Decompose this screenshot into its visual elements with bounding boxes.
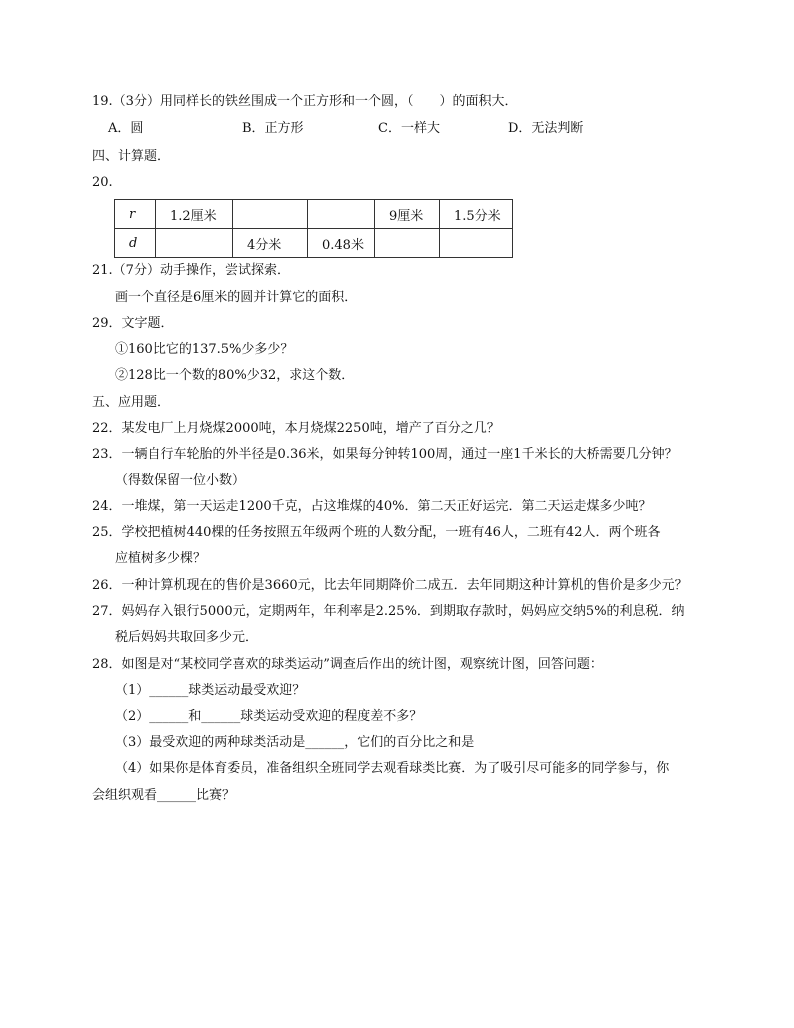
q28-item-1: （1）______球类运动最受欢迎？: [115, 683, 306, 698]
q28-text: 28．如图是对“某校同学喜欢的球类运动”调查后作出的统计图，观察统计图，回答问题：: [92, 657, 603, 672]
q22-text: 22．某发电厂上月烧煤2000吨，本月烧煤2250吨，增产了百分之几？: [92, 421, 500, 436]
q27-line-2: 税后妈妈共取回多少元．: [115, 630, 259, 645]
q28-item-4-cont: 会组织观看______比赛？: [92, 788, 236, 803]
section-5-heading: 五、应用题．: [92, 395, 171, 410]
q23-line-2: （得数保留一位小数）: [115, 473, 246, 488]
table-row: [115, 229, 513, 258]
q19-option-b: B．正方形: [242, 121, 304, 136]
q27-line-1: 27．妈妈存入银行5000元，定期两年，年利率是2.25%．到期取存款时，妈妈应交纳5%的利息税．纳: [92, 604, 685, 619]
table-row: [115, 200, 513, 229]
q19-option-d: D．无法判断: [508, 121, 584, 136]
table-cell: 0.48米: [308, 229, 375, 258]
q29-item-2: ②128比一个数的80%少32，求这个数．: [115, 368, 355, 383]
q24-text: 24．一堆煤，第一天运走1200千克，占这堆煤的40%．第二天正好运完．第二天运走煤多少吨？: [92, 499, 652, 514]
table-cell: 1.2厘米: [156, 200, 233, 229]
q28-item-3: （3）最受欢迎的两种球类活动是______，它们的百分比之和是: [115, 735, 475, 750]
q26-text: 26．一种计算机现在的售价是3660元，比去年同期降价二成五．去年同期这种计算机的售价是多少元？: [92, 578, 688, 593]
table-cell: 4分米: [233, 229, 308, 258]
q20-table: [114, 199, 513, 258]
q25-line-1: 25．学校把植树440棵的任务按照五年级两个班的人数分配，一班有46人，二班有42人．两个班各: [92, 525, 661, 540]
q20-label: 20.: [92, 175, 113, 190]
q29-text: 29．文字题．: [92, 316, 174, 331]
table-cell: [440, 229, 513, 258]
table-cell: r: [115, 200, 156, 229]
q19-option-a: A．圆: [108, 121, 144, 136]
table-cell: [375, 229, 440, 258]
table-cell: 1.5分米: [440, 200, 513, 229]
q19-text: 19.（3分）用同样长的铁丝围成一个正方形和一个圆，（ ）的面积大．: [92, 94, 518, 109]
q19-option-c: C．一样大: [378, 121, 440, 136]
section-4-heading: 四、计算题．: [92, 149, 171, 164]
q21-sub: 画一个直径是6厘米的圆并计算它的面积．: [115, 290, 358, 305]
q21-text: 21.（7分）动手操作，尝试探索．: [92, 263, 290, 278]
table-cell: 9厘米: [375, 200, 440, 229]
q29-item-1: ①160比它的137.5%少多少？: [115, 342, 294, 357]
table-cell: [308, 200, 375, 229]
table-cell: [156, 229, 233, 258]
q28-item-2: （2）______和______球类运动受欢迎的程度差不多？: [115, 709, 423, 724]
q25-line-2: 应植树多少棵？: [115, 551, 207, 566]
table-cell: d: [115, 229, 156, 258]
q23-line-1: 23．一辆自行车轮胎的外半径是0.36米，如果每分钟转100周，通过一座1千米长的大桥需要几分钟？: [92, 447, 678, 462]
q28-item-4: （4）如果你是体育委员，准备组织全班同学去观看球类比赛．为了吸引尽可能多的同学参与，你: [115, 761, 670, 776]
table-cell: [233, 200, 308, 229]
